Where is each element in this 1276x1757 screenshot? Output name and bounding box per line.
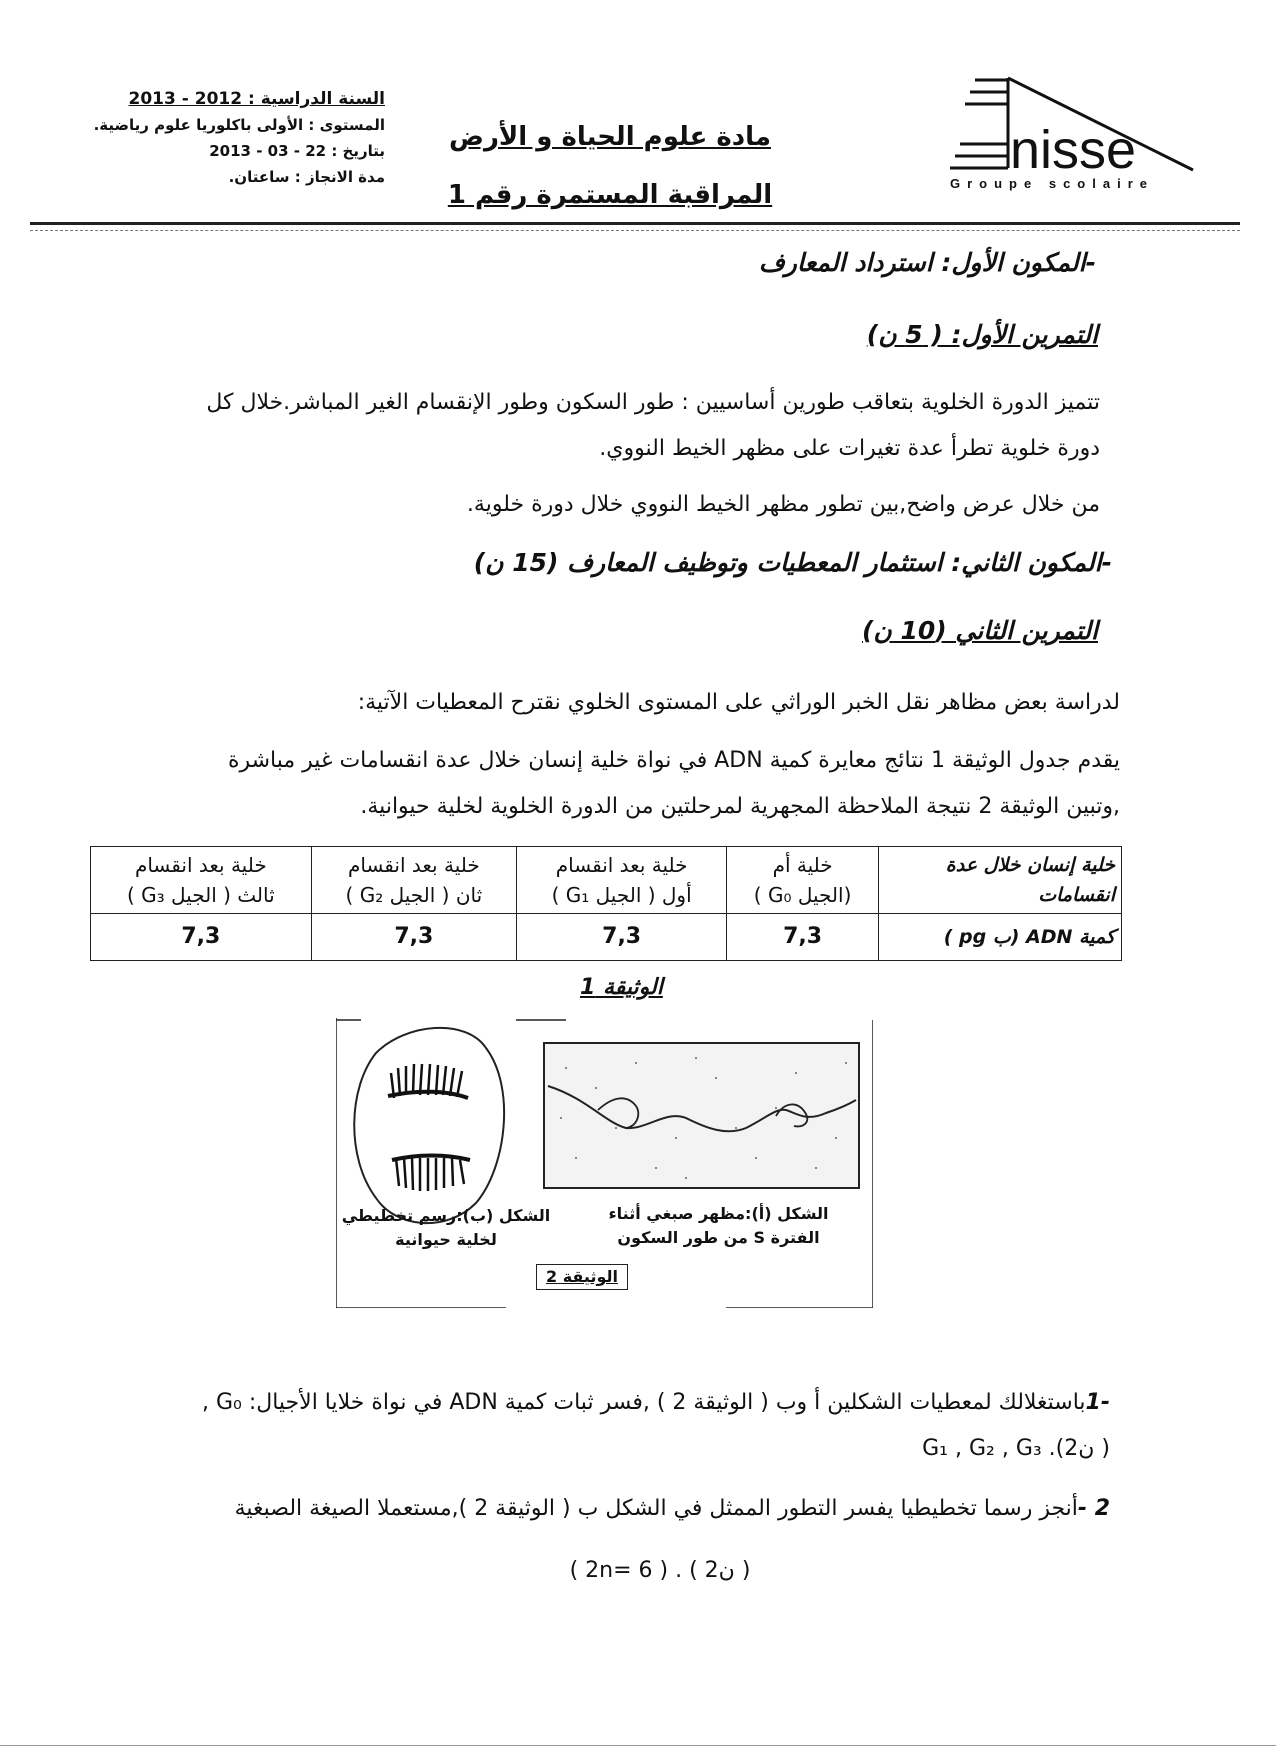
logo-text: nisse [1010, 120, 1137, 180]
exercise2-text: يقدم جدول الوثيقة 1 نتائج معايرة كمية ADN في نواة خلية إنسان خلال عدة انقسامات غير مباشرة ,وتبين الوثيقة 2 نتيجة الملاحظة المجهرية لمرحلتين من الدورة الخلوية لخلية حيوانية. [227, 748, 1120, 819]
document2-caption: الوثيقة 2 [536, 1264, 628, 1290]
school-year: السنة الدراسية : 2012 - 2013 [128, 89, 385, 109]
footer-line [0, 1745, 1276, 1746]
cell-b-drawing [354, 1028, 504, 1223]
header-divider-faint [30, 230, 1240, 231]
exercise1-text: تتميز الدورة الخلوية بتعاقب طورين أساسيين : طور السكون وطور الإنقسام الغير المباشر.خلال كل دورة خلوية تطرأ عدة تغيرات على مظهر الخيط النووي. [206, 390, 1100, 461]
question-2-text: أنجز رسما تخطيطيا يفسر التطور الممثل في الشكل ب ( الوثيقة 2 ),مستعملا الصيغة الصبغية [234, 1496, 1078, 1521]
table-cell: 7,3 [91, 914, 312, 961]
figure-a-caption: الشكل (أ):مظهر صبغي أثناء الفترة S من طور السكون [608, 1204, 829, 1247]
document1-caption: الوثيقة 1 [580, 975, 663, 1000]
header-divider [30, 222, 1240, 225]
document2-figure [336, 1018, 873, 1308]
table-value-row [91, 914, 1122, 961]
question-2-cont: ( 2n= 6 ) . ( 2ن ) [569, 1558, 751, 1583]
duration-row: مدة الانجاز : ساعتان. [228, 168, 385, 186]
part2-title: -المكون الثاني: استثمار المعطيات وتوظيف المعارف (15 ن) [473, 548, 1112, 577]
subject-title: مادة علوم الحياة و الأرض [448, 122, 771, 152]
level-row: المستوى : الأولى باكلوريا علوم رياضية. [93, 116, 385, 134]
table-col-g2: خلية بعد انقسام ثان ( الجيل G₂ ) [311, 847, 516, 914]
logo-subtext: Groupe scolaire [950, 176, 1154, 191]
question-2-number: 2 - [1077, 1496, 1110, 1521]
school-logo [950, 70, 1200, 210]
table-cell: 7,3 [517, 914, 727, 961]
question-1 [150, 1378, 1110, 1428]
table-col-g3: خلية بعد انقسام ثالث ( الجيل G₃ ) [91, 847, 312, 914]
exercise2-intro: لدراسة بعض مظاهر نقل الخبر الوراثي على المستوى الخلوي نقترح المعطيات الآتية: [357, 690, 1120, 715]
question-1-number: -1 [1085, 1390, 1110, 1415]
table-col-g1: خلية بعد انقسام أول ( الجيل G₁ ) [517, 847, 727, 914]
exam-title: المراقبة المستمرة رقم 1 [447, 180, 773, 210]
table-row-header: خلية إنسان خلال عدة انقسامات [879, 847, 1122, 914]
table-header-row [91, 847, 1122, 914]
question-2 [150, 1484, 1110, 1534]
table-value-header: كمية ADN (ب pg ) [879, 914, 1122, 961]
header-title [430, 108, 790, 224]
question-1-cont: G₁ , G₂ , G₃ .(2ن ) [922, 1436, 1110, 1461]
part1-title: -المكون الأول: استرداد المعارف [758, 248, 1096, 277]
table-cell: 7,3 [311, 914, 516, 961]
exercise1-title: التمرين الأول: ( 5 ن) [866, 320, 1098, 349]
table-cell: 7,3 [727, 914, 879, 961]
chromosome-a-micrograph [544, 1043, 859, 1188]
header-info [55, 86, 385, 190]
date-row: بتاريخ : 22 - 03 - 2013 [209, 142, 385, 160]
question-1-text: باستغلالك لمعطيات الشكلين أ وب ( الوثيقة 2 ) ,فسر ثبات كمية ADN في نواة خلايا الأجيال: G₀ , [201, 1390, 1086, 1415]
figure-b-caption: الشكل (ب):رسم تخطيطي لخلية حيوانية [341, 1206, 551, 1249]
exercise2-title: التمرين الثاني (10 ن) [862, 616, 1098, 645]
exercise1-question: من خلال عرض واضح,بين تطور مظهر الخيط النووي خلال دورة خلوية. [466, 492, 1100, 517]
document1-table [90, 846, 1122, 961]
table-col-g0: خلية أم (الجيل G₀ ) [727, 847, 879, 914]
